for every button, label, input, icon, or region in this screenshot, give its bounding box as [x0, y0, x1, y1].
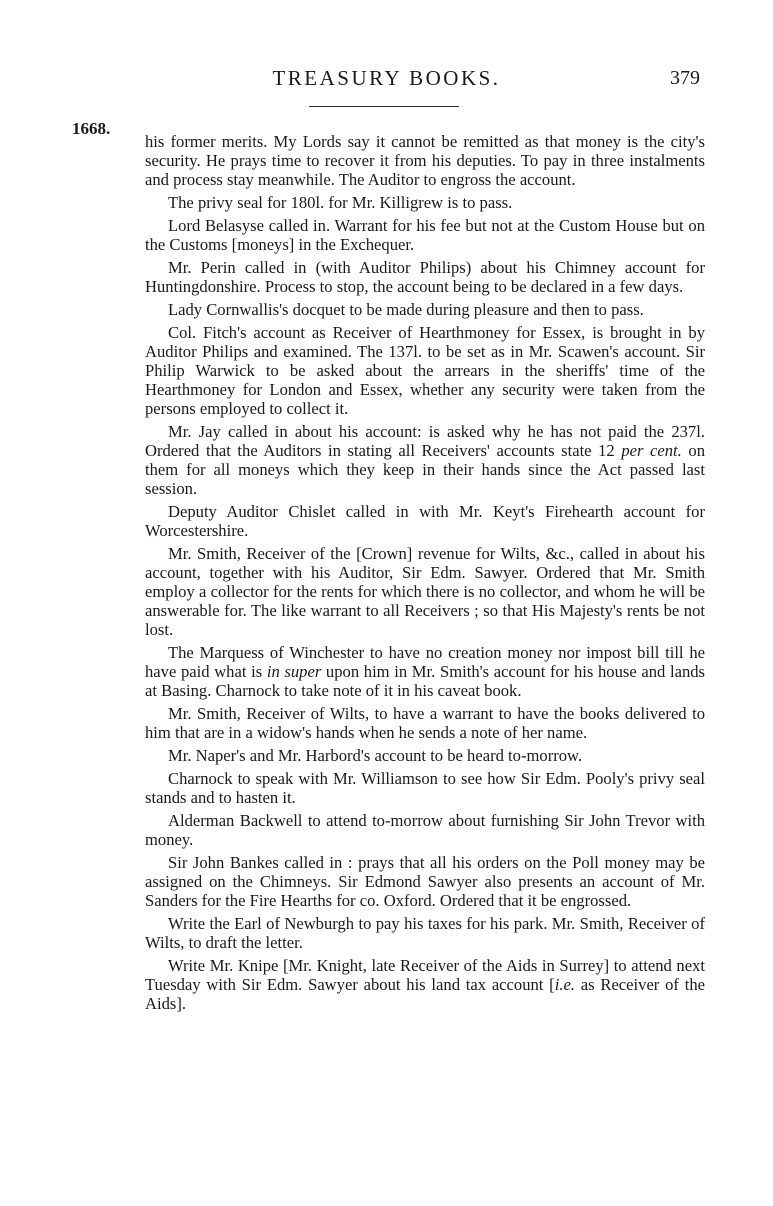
running-header-title: TREASURY BOOKS. — [272, 66, 501, 90]
paragraph: Deputy Auditor Chislet called in with Mr. Keyt's Firehearth account for Worcestershire. — [145, 502, 705, 540]
body-text — [145, 132, 705, 1017]
paragraph: The Marquess of Winchester to have no creation money nor impost bill till he have paid what is in super upon him in Mr. Smith's account for his house and lands at Basing. Charnock to take note of it in his caveat book. — [145, 643, 705, 700]
paragraph: his former merits. My Lords say it cannot be remitted as that money is the city's security. He prays time to recover it from his deputies. To pay in three instalments and process stay meanwhile. The Auditor to engross the account. — [145, 132, 705, 189]
paragraph: The privy seal for 180l. for Mr. Killigrew is to pass. — [168, 193, 513, 212]
paragraph: Alderman Backwell to attend to-morrow about furnishing Sir John Trevor with money. — [145, 811, 705, 849]
page-number: 379 — [670, 67, 700, 89]
paragraph: Mr. Smith, Receiver of Wilts, to have a warrant to have the books delivered to him that are in a widow's hands when he sends a note of her name. — [145, 704, 705, 742]
paragraph: Col. Fitch's account as Receiver of Hearthmoney for Essex, is brought in by Auditor Philips and examined. The 137l. to be set as in Mr. Scawen's account. Sir Philip Warwick to be asked about the arrears in the sheriffs' time of the Hearthmoney for London and Essex, whether any security were taken from the persons employed to collect it. — [145, 323, 705, 418]
paragraph: Mr. Naper's and Mr. Harbord's account to be heard to-morrow. — [168, 746, 583, 765]
paragraph: Lord Belasyse called in. Warrant for his fee but not at the Custom House but on the Customs [moneys] in the Exchequer. — [145, 216, 705, 254]
paragraph: Write Mr. Knipe [Mr. Knight, late Receiver of the Aids in Surrey] to attend next Tuesday with Sir Edm. Sawyer about his land tax account [i.e. as Receiver of the Aids]. — [145, 956, 705, 1013]
paragraph: Mr. Perin called in (with Auditor Philips) about his Chimney account for Huntingdonshire. Process to stop, the account being to be declared in a few days. — [145, 258, 705, 296]
paragraph: Mr. Jay called in about his account: is asked why he has not paid the 237l. Ordered that the Auditors in stating all Receivers' accounts state 12 per cent. on them for all moneys which they keep in their hands since the Act passed last session. — [145, 422, 706, 498]
margin-year: 1668. — [72, 119, 111, 138]
paragraph: Write the Earl of Newburgh to pay his taxes for his park. Mr. Smith, Receiver of Wilts, to draft the letter. — [145, 914, 705, 952]
header-rule — [309, 106, 459, 107]
paragraph: Mr. Smith, Receiver of the [Crown] revenue for Wilts, &c., called in about his account, together with his Auditor, Sir Edm. Sawyer. Ordered that Mr. Smith employ a collector for the rents for which there is no collector, and whom he will be answerable for. The like warrant to all Receivers ; so that His Majesty's rents be not lost. — [145, 544, 705, 639]
paragraph: Sir John Bankes called in : prays that all his orders on the Poll money may be assigned on the Chimneys. Sir Edmond Sawyer also presents an account of Mr. Sanders for the Fire Hearths for co. Oxford. Ordered that it be engrossed. — [145, 853, 705, 910]
paragraph: Lady Cornwallis's docquet to be made during pleasure and then to pass. — [168, 300, 644, 319]
paragraph: Charnock to speak with Mr. Williamson to see how Sir Edm. Pooly's privy seal stands and to hasten it. — [145, 769, 705, 807]
